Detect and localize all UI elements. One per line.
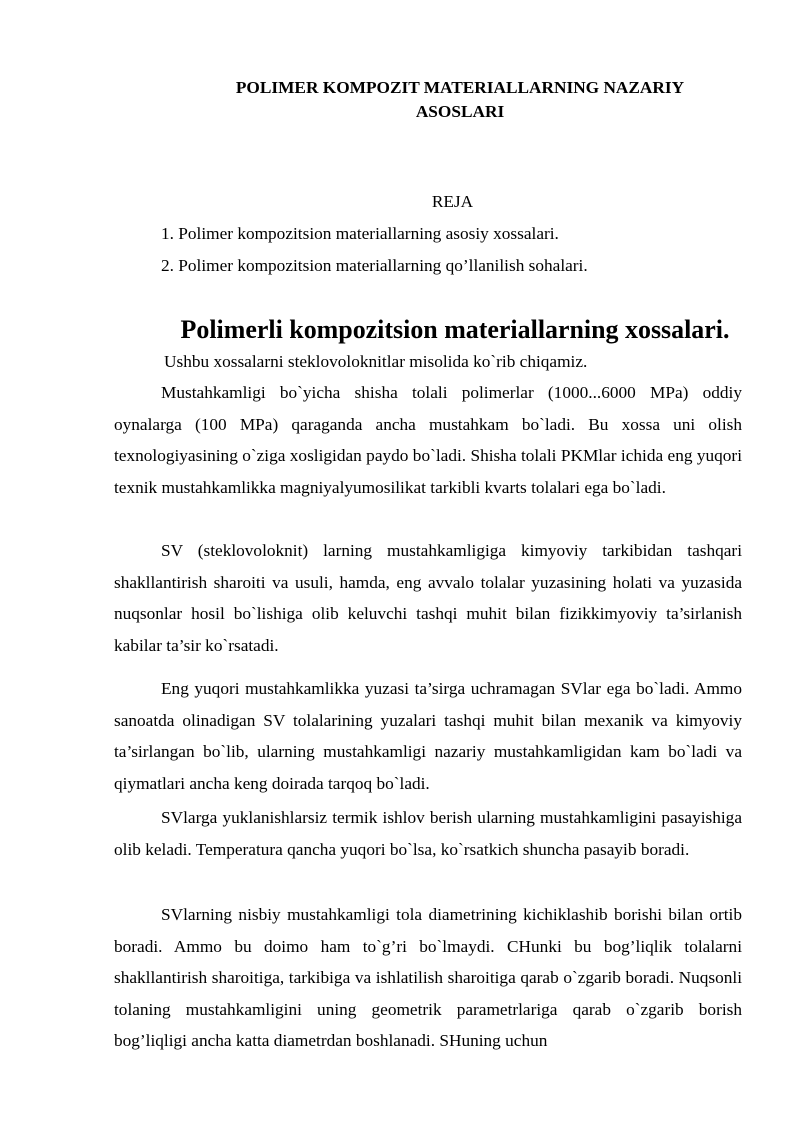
body-paragraph: SV (steklovoloknit) larning mustahkamligiga kimyoviy tarkibidan tashqari shakllantirish sharoiti va usuli, hamda, eng avvalo tolalar yuzasining holati va yuzasida nuqsonlar hosil bo`lishiga olib keluvchi tashqi muhit bilan fizikkimyoviy ta’sirlanish kabilar ta’sir ko`rsatadi. — [114, 541, 742, 655]
plan-heading: REJA — [431, 192, 474, 211]
section-heading: Polimerli kompozitsion materiallarning xossalari. — [180, 315, 730, 344]
intro-paragraph: Ushbu xossalarni steklovoloknitlar misolida ko`rib chiqamiz. — [164, 352, 588, 371]
plan-item: 2. Polimer kompozitsion materiallarning qo’llanilish sohalari. — [161, 256, 588, 275]
body-paragraph: SVlarning nisbiy mustahkamligi tola diametrining kichiklashib borishi bilan ortib boradi. Ammo bu doimo ham to`g’ri bo`lmaydi. CHunki bu bog’liqlik tolalarni shakllantirish sharoitiga, tarkibiga va ishlatilish sharoitiga qarab o`zgarib boradi. Nuqsonli tolaning mustahkamligini uning geometrik parametrlariga qarab o`zgarib borish bog’liqligi ancha katta diametrdan boshlanadi. SHuning uchun — [114, 905, 742, 1051]
plan-item: 1. Polimer kompozitsion materiallarning asosiy xossalari. — [161, 224, 559, 243]
body-paragraph: SVlarga yuklanishlarsiz termik ishlov berish ularning mustahkamligini pasayishiga olib keladi. Temperatura qancha yuqori bo`lsa, ko`rsatkich shuncha pasayib boradi. — [114, 808, 742, 859]
body-paragraph: Eng yuqori mustahkamlikka yuzasi ta’sirga uchramagan SVlar ega bo`ladi. Ammo sanoatda olinadigan SV tolalarining yuzalari tashqi muhit bilan mexanik va kimyoviy ta’sirlangan bo`lib, ularning mustahkamligi nazariy mustahkamligidan kam bo`ladi va qiymatlari ancha keng doirada tarqoq bo`ladi. — [114, 679, 742, 793]
document-title: POLIMER KOMPOZIT MATERIALLARNING NAZARIY ASOSLARI — [235, 78, 685, 121]
body-paragraph: Mustahkamligi bo`yicha shisha tolali polimerlar (1000...6000 MPa) oddiy oynalarga (100 MPa) qaraganda ancha mustahkam bo`ladi. Bu xossa uni olish texnologiyasining o`ziga xosligidan paydo bo`ladi. Shisha tolali PKMlar ichida eng yuqori texnik mustahkamlikka magniyalyumosilikat tarkibli kvarts tolalari ega bo`ladi. — [114, 383, 742, 497]
